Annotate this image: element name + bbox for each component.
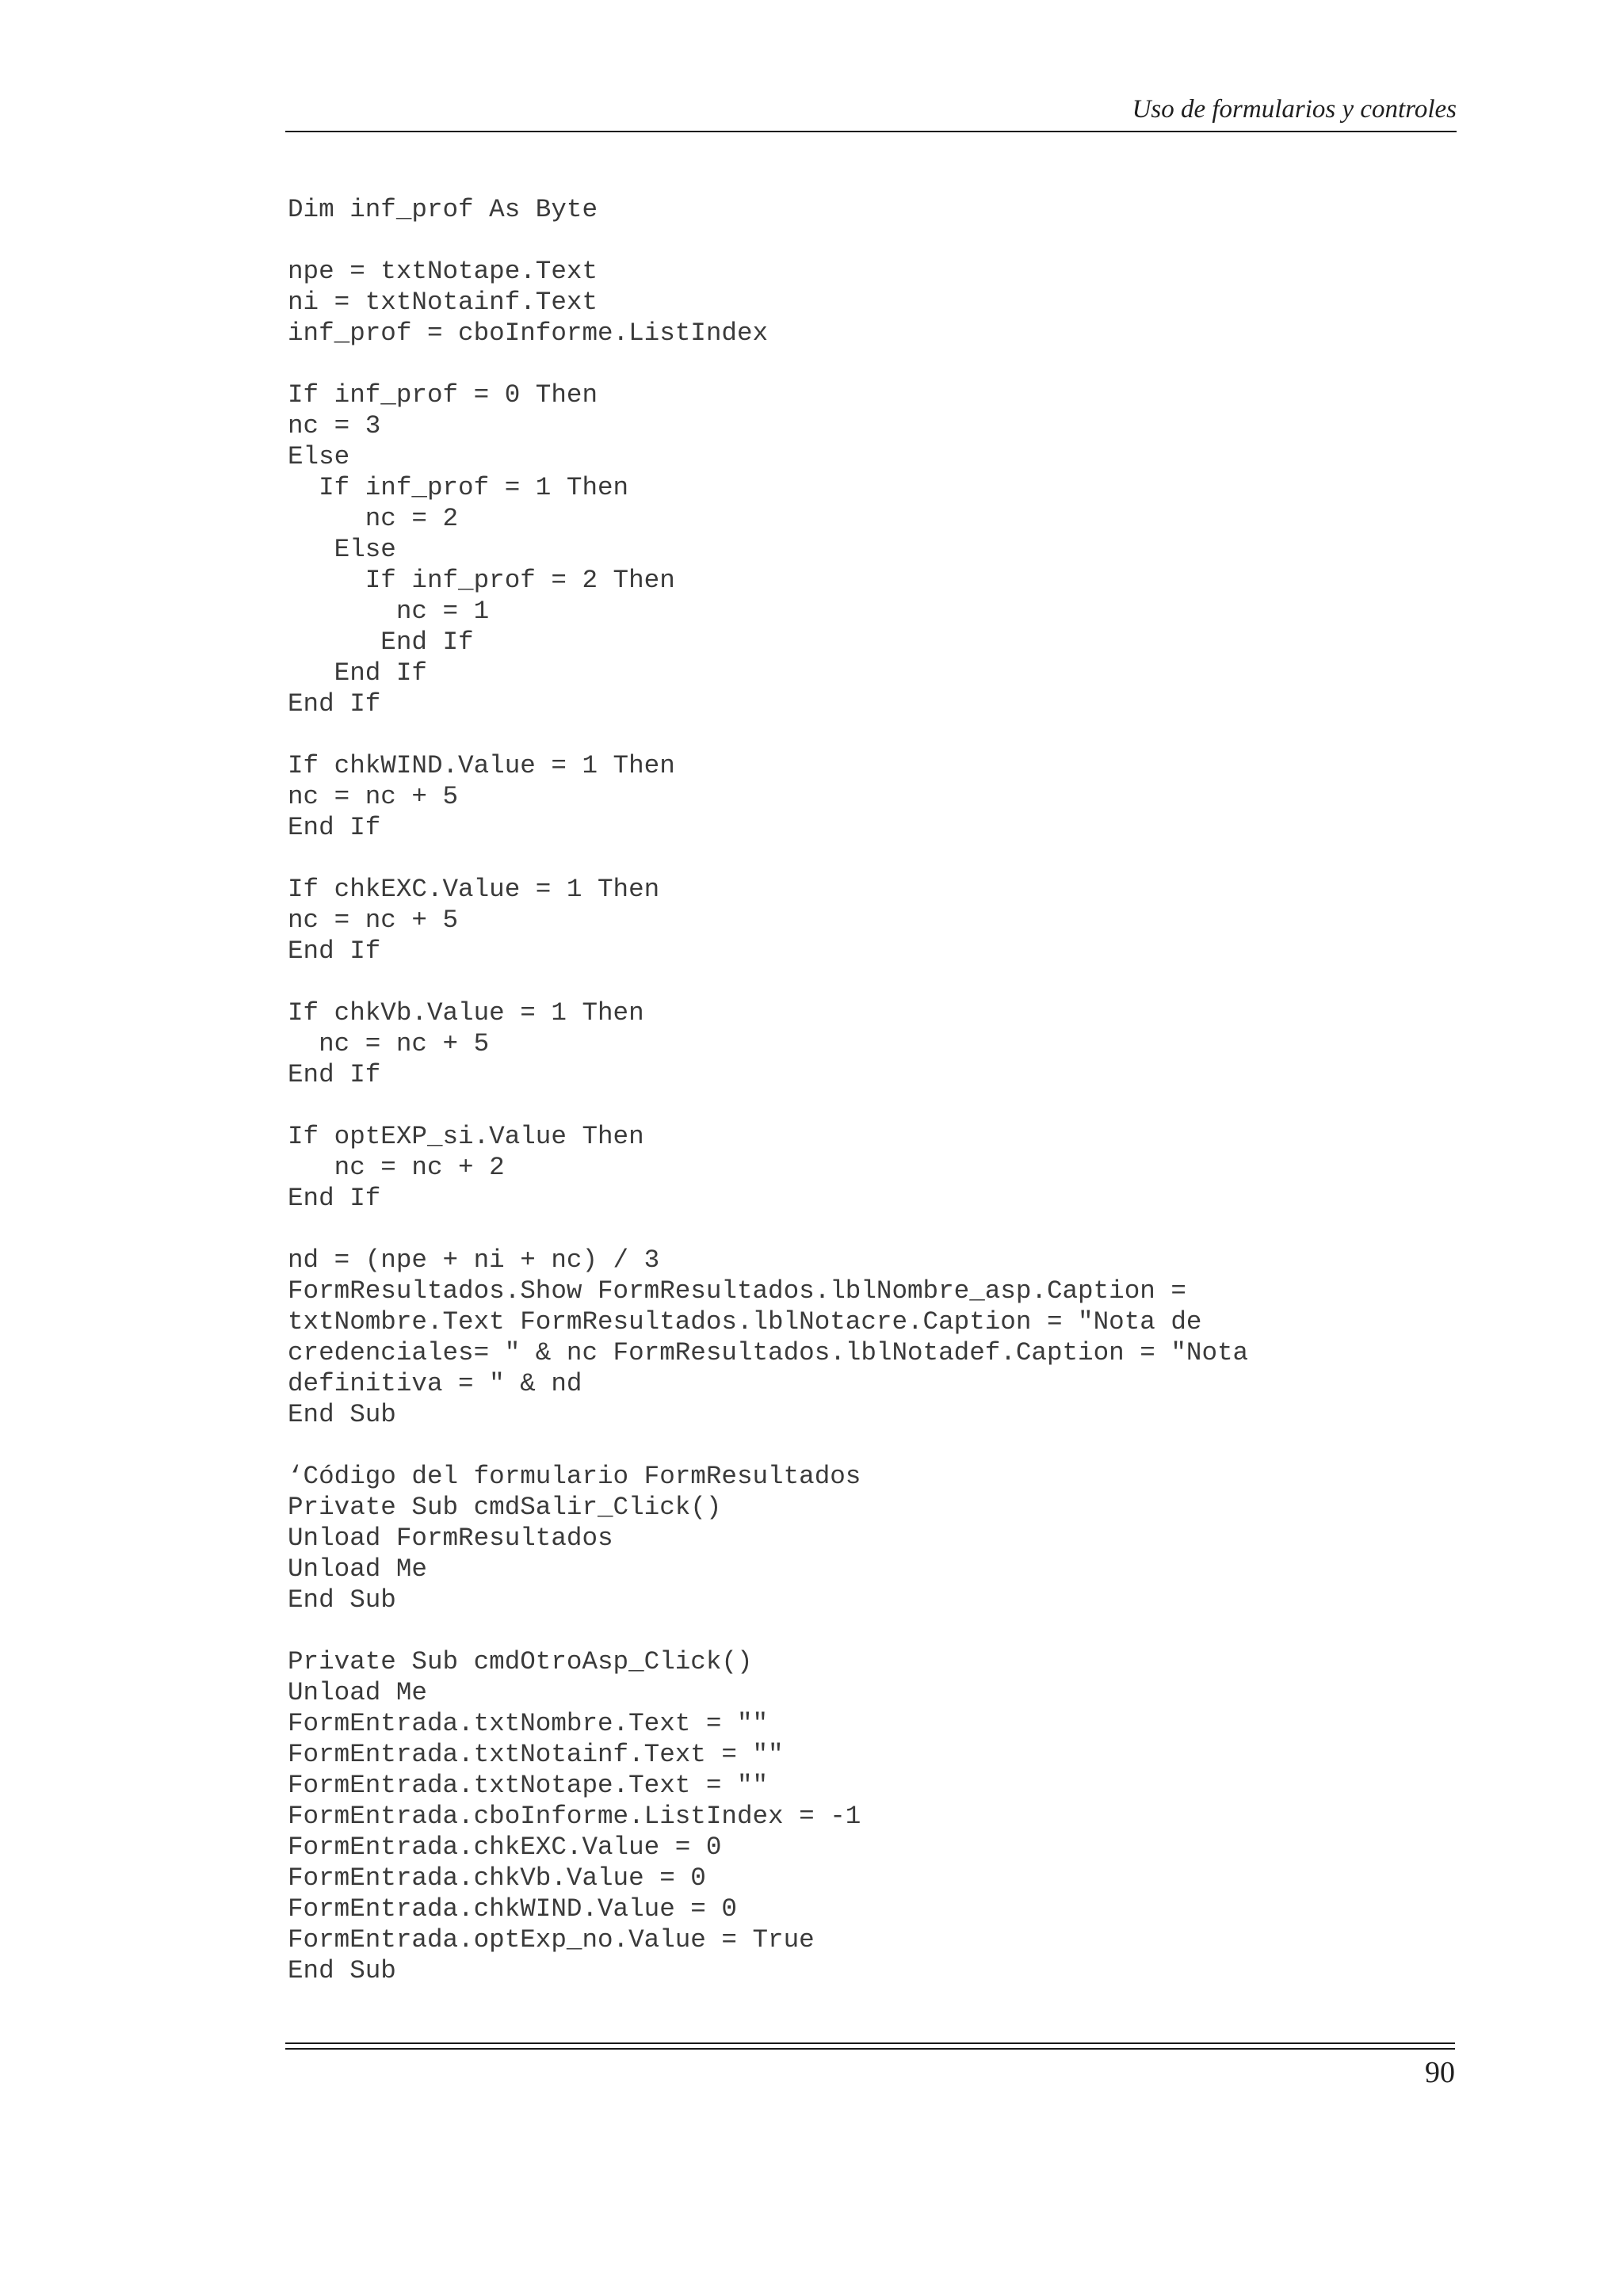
footer-rule-top: [285, 2042, 1455, 2044]
code-line: FormEntrada.txtNombre.Text = "": [288, 1709, 769, 1738]
code-line: FormEntrada.cboInforme.ListIndex = -1: [288, 1802, 861, 1831]
page-number: 90: [1425, 2056, 1455, 2089]
blank-line: [288, 967, 1453, 997]
blank-line: [288, 1214, 1453, 1245]
code-line: credenciales= " & nc FormResultados.lblNotadef.Caption = "Nota: [288, 1338, 1249, 1367]
code-line: nc = 1: [288, 597, 490, 626]
code-line: Private Sub cmdOtroAsp_Click(): [288, 1647, 753, 1676]
code-line: If chkEXC.Value = 1 Then: [288, 875, 660, 904]
blank-line: [288, 1430, 1453, 1461]
code-line: ‘Código del formulario FormResultados: [288, 1462, 861, 1491]
code-line: Unload Me: [288, 1554, 427, 1584]
code-line: End Sub: [288, 1585, 396, 1615]
code-line: FormEntrada.optExp_no.Value = True: [288, 1925, 815, 1955]
code-line: nc = nc + 5: [288, 906, 459, 935]
code-line: inf_prof = cboInforme.ListIndex: [288, 318, 769, 348]
code-line: nc = 3: [288, 411, 381, 441]
code-line: Dim inf_prof As Byte: [288, 195, 598, 224]
code-line: If inf_prof = 1 Then: [288, 473, 629, 502]
code-line: End If: [288, 1060, 381, 1089]
code-line: FormEntrada.txtNotape.Text = "": [288, 1771, 769, 1800]
code-line: nc = nc + 2: [288, 1153, 505, 1182]
code-listing: [288, 194, 1453, 1986]
code-line: Unload Me: [288, 1678, 427, 1707]
code-line: FormEntrada.chkWIND.Value = 0: [288, 1894, 737, 1924]
code-line: FormEntrada.chkVb.Value = 0: [288, 1863, 706, 1893]
blank-line: [288, 843, 1453, 874]
code-line: Unload FormResultados: [288, 1524, 613, 1553]
header-rule: [285, 131, 1457, 132]
blank-line: [288, 225, 1453, 256]
code-line: Private Sub cmdSalir_Click(): [288, 1493, 722, 1522]
code-line: End Sub: [288, 1400, 396, 1429]
blank-line: [288, 1090, 1453, 1121]
blank-line: [288, 349, 1453, 379]
code-line: End If: [288, 1184, 381, 1213]
code-line: If optEXP_si.Value Then: [288, 1122, 644, 1151]
code-line: End Sub: [288, 1956, 396, 1985]
code-line: nc = nc + 5: [288, 1029, 490, 1058]
blank-line: [288, 719, 1453, 750]
code-line: End If: [288, 689, 381, 719]
code-line: End If: [288, 627, 474, 657]
code-line: npe = txtNotape.Text: [288, 257, 598, 286]
code-line: nd = (npe + ni + nc) / 3: [288, 1245, 660, 1275]
running-header: Uso de formularios y controles: [1132, 95, 1457, 124]
code-line: If inf_prof = 0 Then: [288, 380, 598, 410]
code-line: End If: [288, 813, 381, 842]
code-line: Else: [288, 535, 396, 564]
code-line: If chkVb.Value = 1 Then: [288, 998, 644, 1028]
code-line: ni = txtNotainf.Text: [288, 288, 598, 317]
code-line: End If: [288, 658, 427, 688]
code-line: txtNombre.Text FormResultados.lblNotacre.Caption = "Nota de: [288, 1307, 1202, 1337]
code-line: End If: [288, 936, 381, 966]
code-line: FormEntrada.txtNotainf.Text = "": [288, 1740, 784, 1769]
code-line: nc = nc + 5: [288, 782, 459, 811]
code-line: definitiva = " & nd: [288, 1369, 582, 1398]
code-line: nc = 2: [288, 504, 459, 533]
code-line: Else: [288, 442, 350, 471]
code-line: FormEntrada.chkEXC.Value = 0: [288, 1833, 722, 1862]
code-line: If chkWIND.Value = 1 Then: [288, 751, 675, 780]
code-line: FormResultados.Show FormResultados.lblNombre_asp.Caption =: [288, 1276, 1186, 1306]
blank-line: [288, 1615, 1453, 1646]
footer-rule-bottom: [285, 2048, 1455, 2050]
code-line: If inf_prof = 2 Then: [288, 566, 675, 595]
